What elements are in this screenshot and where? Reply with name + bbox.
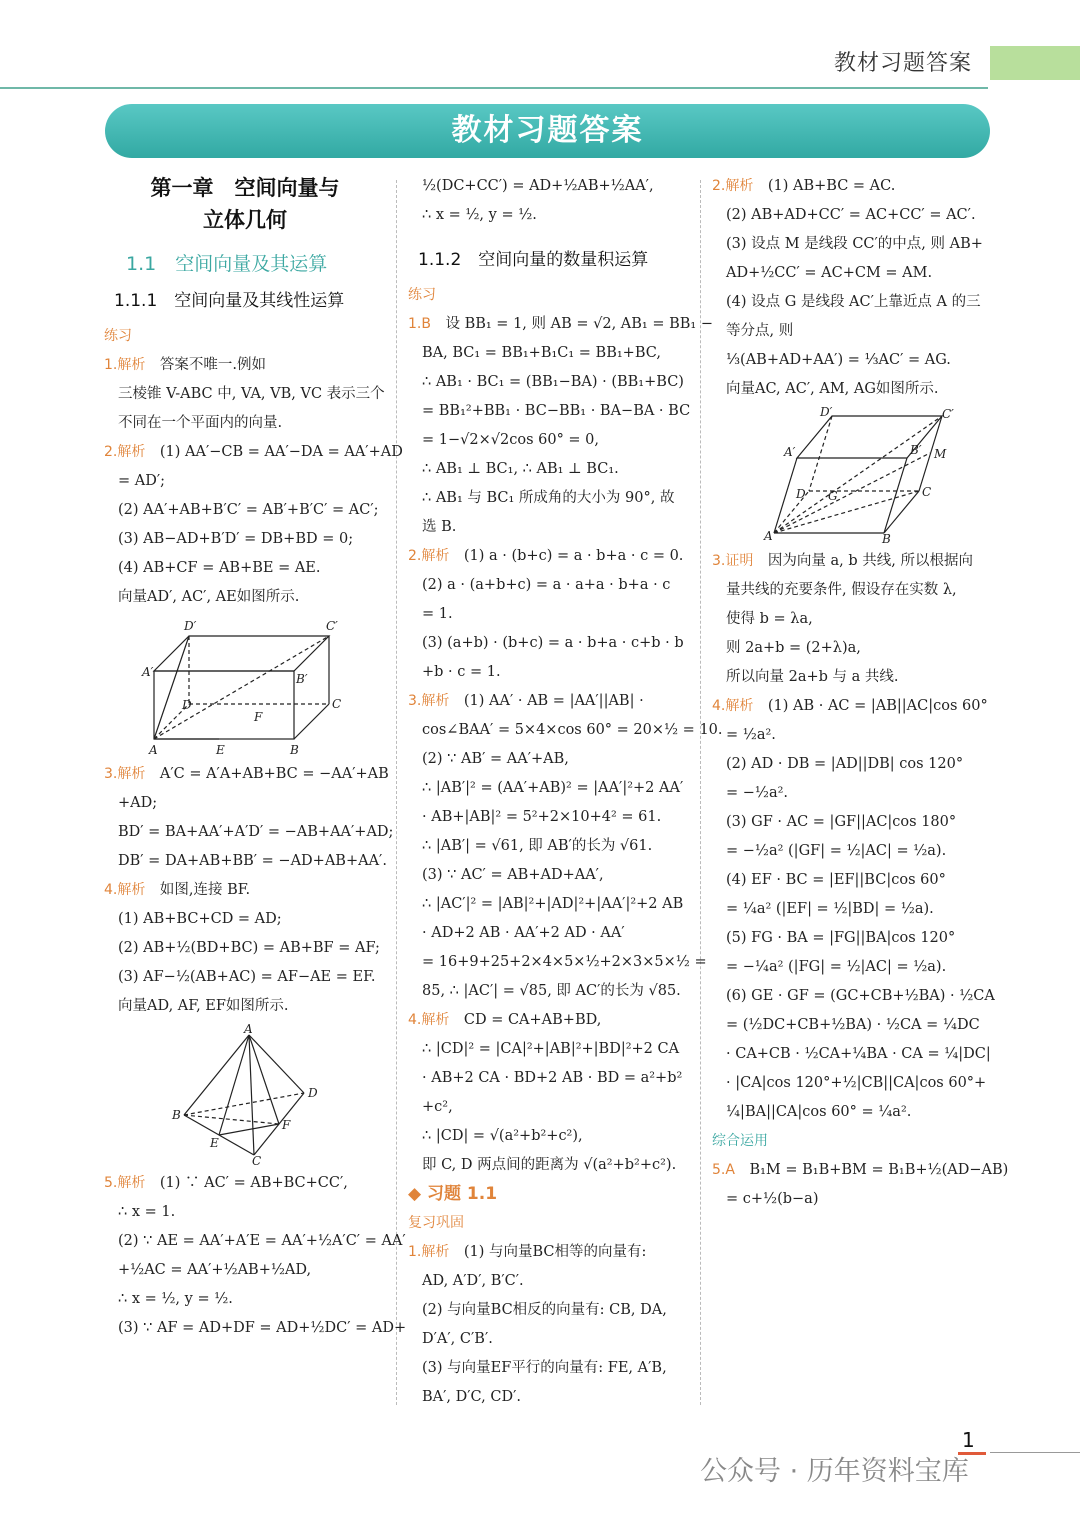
answer-line <box>104 351 386 380</box>
answer-line <box>712 576 994 605</box>
answer-line <box>408 1064 690 1093</box>
answer-line <box>104 1285 386 1314</box>
answer-text: ∴ |CD|² = |CA|²+|AB|²+|BD|²+2 CA <box>422 1041 680 1057</box>
label-B1: B′ <box>910 443 922 457</box>
answer-text: 使得 b = λa, <box>726 611 813 627</box>
label-A: A <box>149 743 158 757</box>
answer-text: 因为向量 a, b 共线, 所以根据向 <box>767 553 973 569</box>
answer-line <box>104 876 386 905</box>
answer-line <box>104 963 386 992</box>
watermark: 公众号 · 历年资料宝库 <box>700 1456 969 1487</box>
answer-text: BA, BC₁ = BB₁+B₁C₁ = BB₁+BC, <box>422 345 661 361</box>
answer-text: (6) GE · GF = (GC+CB+½BA) · ½CA <box>726 988 995 1004</box>
answer-line <box>104 525 386 554</box>
answer-text: +AD; <box>118 795 158 811</box>
answer-text: ¼|BA||CA|cos 60° = ¼a². <box>726 1104 912 1120</box>
answer-text: ∴ |AC′|² = |AB|²+|AD|²+|AA′|²+2 AB <box>422 896 684 912</box>
answer-line <box>104 496 386 525</box>
answer-line <box>408 977 690 1006</box>
answer-line <box>712 230 994 259</box>
answer-line <box>712 721 994 750</box>
label-D: D <box>182 698 192 712</box>
answer-text: = AD′; <box>118 473 166 489</box>
answer-text: (4) 设点 G 是线段 AC′上靠近点 A 的三 <box>726 294 981 310</box>
answer-text: CD = CA+AB+BD, <box>463 1012 602 1028</box>
answer-line <box>408 172 690 201</box>
answer-text: 即 C, D 两点间的距离为 √(a²+b²+c²). <box>422 1157 677 1173</box>
answer-text: (4) AB+CF = AB+BE = AE. <box>118 560 321 576</box>
answer-text: ∴ |CD| = √(a²+b²+c²), <box>422 1128 583 1144</box>
answer-line <box>104 1256 386 1285</box>
answer-text: 答案不唯一.例如 <box>159 357 266 373</box>
answer-line <box>712 1185 994 1214</box>
answer-line <box>104 789 386 818</box>
answer-line <box>712 953 994 982</box>
comprehensive-label: 综合运用 <box>712 1133 768 1149</box>
answer-line <box>712 1011 994 1040</box>
answer-line <box>712 375 994 404</box>
answer-block <box>408 1238 690 1412</box>
exercise-heading: ◆ 习题 1.1 <box>408 1184 498 1204</box>
answer-line <box>408 919 690 948</box>
answer-text: 选 B. <box>422 519 457 535</box>
answer-line <box>104 554 386 583</box>
label-D1: D′ <box>820 405 833 419</box>
answer-line <box>408 832 690 861</box>
answer-line <box>712 692 994 721</box>
answer-line <box>408 1093 690 1122</box>
answer-text: (2) AA′+AB+B′C′ = AB′+B′C′ = AC′; <box>118 502 379 518</box>
answer-block <box>104 760 394 1021</box>
answer-line <box>408 890 690 919</box>
answer-line <box>104 1198 386 1227</box>
answer-text: ⅓(AB+AD+AA′) = ⅓AC′ = AG. <box>726 352 951 368</box>
answer-line <box>104 818 394 847</box>
answer-text: · AB+|AB|² = 5²+2×10+4² = 61. <box>422 809 662 825</box>
column-divider <box>396 180 398 1405</box>
answer-text: BD′ = BA+AA′+A′D′ = −AB+AA′+AD; <box>118 824 394 840</box>
answer-text: (2) AD · DB = |AD||DB| cos 120° <box>726 756 964 772</box>
answer-line <box>712 201 994 230</box>
answer-line <box>104 409 386 438</box>
answer-text: (2) a · (a+b+c) = a · a+a · b+a · c <box>422 577 671 593</box>
answer-line <box>408 658 690 687</box>
answer-line <box>712 346 994 375</box>
label-D: D <box>308 1086 318 1100</box>
label-B: B <box>882 532 891 546</box>
answer-line <box>408 745 690 774</box>
problem-tag: 1.B <box>408 316 431 332</box>
answer-text: (4) EF · BC = |EF||BC|cos 60° <box>726 872 946 888</box>
answer-block <box>712 1156 1009 1214</box>
answer-line <box>712 1069 994 1098</box>
answer-line <box>408 1383 690 1412</box>
section-title: 1.1 空间向量及其运算 <box>126 253 328 275</box>
answer-text: (1) AA′ · AB = |AA′||AB| · <box>463 693 644 709</box>
answer-text: = 16+9+25+2×4×5×½+2×3×5×½ = <box>422 954 707 970</box>
header-rule <box>0 87 988 89</box>
column-divider <box>700 180 702 1405</box>
answer-block <box>104 351 403 612</box>
answer-text: 如图,连接 BF. <box>159 882 251 898</box>
tetrahedron-figure <box>104 1022 344 1168</box>
answer-line <box>408 600 690 629</box>
answer-text: (1) ∵ AC′ = AB+BC+CC′, <box>159 1175 348 1191</box>
answer-line <box>712 317 994 346</box>
answer-text: BA′, D′C, CD′. <box>422 1389 521 1405</box>
label-G: G <box>828 489 838 503</box>
answer-text: cos∠BAA′ = 5×4×cos 60° = 20×½ = 10. <box>422 722 723 738</box>
answer-line <box>408 1122 690 1151</box>
answer-text: (1) a · (b+c) = a · b+a · c = 0. <box>463 548 684 564</box>
answer-line <box>712 779 994 808</box>
answer-text: = −½a². <box>726 785 789 801</box>
answer-text: (3) 与向量EF平行的向量有: FE, A′B, <box>422 1360 667 1376</box>
problem-tag: 4.解析 <box>408 1012 450 1028</box>
answer-block <box>712 547 994 1127</box>
problem-tag: 4.解析 <box>104 882 146 898</box>
answer-line <box>408 803 690 832</box>
answer-line <box>408 861 690 890</box>
answer-text: B₁M = B₁B+BM = B₁B+½(AD−AB) <box>749 1162 1009 1178</box>
answer-text: = ½a². <box>726 727 776 743</box>
answer-line <box>104 438 403 467</box>
problem-tag: 2.解析 <box>104 444 146 460</box>
answer-text: 向量AC, AC′, AM, AG如图所示. <box>726 381 939 397</box>
answer-line <box>408 1151 690 1180</box>
answer-line <box>712 172 994 201</box>
answer-text: +b · c = 1. <box>422 664 501 680</box>
label-D1: D′ <box>184 619 197 633</box>
answer-line <box>408 339 690 368</box>
answer-text: = c+½(b−a) <box>726 1191 819 1207</box>
subsection-title: 1.1.1 空间向量及其线性运算 <box>114 291 345 311</box>
answer-line <box>408 774 690 803</box>
answer-line <box>408 1238 690 1267</box>
answer-block <box>408 172 690 230</box>
answer-text: ∴ AB₁ 与 BC₁ 所成角的大小为 90°, 故 <box>422 490 675 506</box>
answer-line <box>408 948 707 977</box>
problem-tag: 3.解析 <box>408 693 450 709</box>
answer-line <box>408 716 723 745</box>
banner-title: 教材习题答案 <box>451 113 644 148</box>
label-M: M <box>934 447 947 461</box>
problem-tag: 2.解析 <box>712 178 754 194</box>
answer-text: AD, A′D′, B′C′. <box>422 1273 524 1289</box>
answer-line <box>408 1267 690 1296</box>
label-F: F <box>254 710 263 724</box>
answer-line <box>712 924 994 953</box>
answer-text: 量共线的充要条件, 假设存在实数 λ, <box>726 582 957 598</box>
answer-text: (3) GF · AC = |GF||AC|cos 180° <box>726 814 957 830</box>
problem-tag: 3.证明 <box>712 553 754 569</box>
answer-text: +c², <box>422 1099 453 1115</box>
answer-text: (1) 与向量BC相等的向量有: <box>463 1244 647 1260</box>
answer-text: (2) ∵ AB′ = AA′+AB, <box>422 751 569 767</box>
answer-line <box>408 1354 690 1383</box>
page-number: 1 <box>962 1428 975 1452</box>
answer-text: (1) AB · AC = |AB||AC|cos 60° <box>767 698 988 714</box>
answer-text: 85, ∴ |AC′| = √85, 即 AC′的长为 √85. <box>422 983 681 999</box>
label-B: B <box>172 1108 181 1122</box>
label-B: B <box>290 743 299 757</box>
answer-line <box>104 760 389 789</box>
problem-tag: 1.解析 <box>104 357 146 373</box>
chapter-title: 第一章 空间向量与 立体几何 <box>150 176 340 232</box>
answer-text: = BB₁²+BB₁ · BC−BB₁ · BA−BA · BC <box>422 403 691 419</box>
label-C1: C′ <box>942 407 954 421</box>
answer-text: 等分点, 则 <box>726 323 794 339</box>
problem-tag: 1.解析 <box>408 1244 450 1260</box>
answer-line <box>712 750 994 779</box>
answer-line <box>408 310 713 339</box>
answer-text: DB′ = DA+AB+BB′ = −AD+AB+AA′. <box>118 853 387 869</box>
answer-line <box>104 992 386 1021</box>
answer-text: = −¼a² (|FG| = ½|AC| = ½a). <box>726 959 947 975</box>
answer-text: ∴ |AB′|² = (AA′+AB)² = |AA′|²+2 AA′ <box>422 780 684 796</box>
answer-text: (3) 设点 M 是线段 CC′的中点, 则 AB+ <box>726 236 983 252</box>
answer-line <box>712 808 994 837</box>
label-E: E <box>210 1136 219 1150</box>
answer-text: · |CA|cos 120°+½|CB||CA|cos 60°+ <box>726 1075 987 1091</box>
cuboid-figure-1 <box>104 616 344 756</box>
answer-line <box>408 1325 690 1354</box>
answer-line <box>712 259 994 288</box>
answer-line <box>408 426 690 455</box>
answer-text: 则 2a+b = (2+λ)a, <box>726 640 861 656</box>
answer-line <box>712 895 994 924</box>
answer-text: ∴ x = 1. <box>118 1204 176 1220</box>
answer-text: · AD+2 AB · AA′+2 AD · AA′ <box>422 925 625 941</box>
answer-text: = (½DC+CB+½BA) · ½CA = ¼DC <box>726 1017 980 1033</box>
label-D: D <box>796 487 806 501</box>
answer-line <box>104 905 386 934</box>
answer-text: (3) (a+b) · (b+c) = a · b+a · c+b · b <box>422 635 684 651</box>
answer-text: 向量AD′, AC′, AE如图所示. <box>118 589 300 605</box>
answer-line <box>408 629 690 658</box>
answer-text: (3) AB−AD+B′D′ = DB+BD = 0; <box>118 531 354 547</box>
answer-text: A′C = A′A+AB+BC = −AA′+AB <box>159 766 389 782</box>
answer-line <box>712 547 994 576</box>
label-A1: A′ <box>784 445 796 459</box>
parallelepiped-figure <box>712 405 954 546</box>
answer-line <box>104 934 386 963</box>
answer-line <box>408 542 690 571</box>
answer-text: ∴ AB₁ ⊥ BC₁, ∴ AB₁ ⊥ BC₁. <box>422 461 619 477</box>
answer-text: (3) ∵ AF = AD+DF = AD+½DC′ = AD+ <box>118 1320 407 1336</box>
answer-text: ∴ |AB′| = √61, 即 AB′的长为 √61. <box>422 838 653 854</box>
column-left <box>104 172 407 1343</box>
running-header-title: 教材习题答案 <box>833 51 972 76</box>
answer-block <box>408 310 723 1180</box>
label-B1: B′ <box>296 672 308 686</box>
answer-line <box>408 1035 690 1064</box>
answer-text: ∴ x = ½, y = ½. <box>118 1291 233 1307</box>
answer-line <box>712 837 994 866</box>
answer-line <box>408 484 690 513</box>
answer-line <box>712 634 994 663</box>
answer-line <box>408 368 690 397</box>
problem-tag: 2.解析 <box>408 548 450 564</box>
answer-line <box>408 571 690 600</box>
answer-text: 三棱锥 V-ABC 中, VA, VB, VC 表示三个 <box>118 386 385 402</box>
problem-tag: 5.解析 <box>104 1175 146 1191</box>
answer-line <box>712 1098 994 1127</box>
answer-line <box>104 1169 386 1198</box>
problem-tag: 4.解析 <box>712 698 754 714</box>
answer-line <box>712 288 994 317</box>
answer-text: · CA+CB · ½CA+¼BA · CA = ¼|DC| <box>726 1046 991 1062</box>
practice-label: 练习 <box>408 287 436 303</box>
answer-text: 所以向量 2a+b 与 a 共线. <box>726 669 899 685</box>
problem-tag: 5.A <box>712 1162 735 1178</box>
answer-line <box>408 687 690 716</box>
answer-text: ∴ AB₁ · BC₁ = (BB₁−BA) · (BB₁+BC) <box>422 374 684 390</box>
answer-line <box>104 467 386 496</box>
answer-text: ½(DC+CC′) = AD+½AB+½AA′, <box>422 178 654 194</box>
answer-block <box>104 1169 407 1343</box>
answer-line <box>104 583 386 612</box>
answer-line <box>104 847 386 876</box>
answer-text: ∴ x = ½, y = ½. <box>422 207 537 223</box>
answer-text: (5) FG · BA = |FG||BA|cos 120° <box>726 930 956 946</box>
answer-block <box>712 172 994 404</box>
answer-text: (2) 与向量BC相反的向量有: CB, DA, <box>422 1302 667 1318</box>
answer-line <box>104 380 386 409</box>
answer-text: (1) AA′−CB = AA′−DA = AA′+AD <box>159 444 403 460</box>
answer-line <box>104 1227 406 1256</box>
problem-tag: 3.解析 <box>104 766 146 782</box>
answer-line <box>104 1314 407 1343</box>
label-C: C <box>332 697 342 711</box>
header-accent-block <box>990 46 1080 80</box>
answer-text: = ¼a² (|EF| = ½|BD| = ½a). <box>726 901 934 917</box>
answer-text: +½AC = AA′+½AB+½AD, <box>118 1262 312 1278</box>
answer-text: (2) AB+AD+CC′ = AC+CC′ = AC′. <box>726 207 976 223</box>
answer-text: = 1. <box>422 606 453 622</box>
answer-text: 向量AD, AF, EF如图所示. <box>118 998 289 1014</box>
practice-label: 练习 <box>104 328 132 344</box>
answer-text: = 1−√2×√2cos 60° = 0, <box>422 432 600 448</box>
answer-text: (1) AB+BC+CD = AD; <box>118 911 282 927</box>
answer-line <box>408 455 690 484</box>
label-A1: A′ <box>142 665 154 679</box>
answer-line <box>408 1296 690 1325</box>
label-C: C <box>252 1154 262 1168</box>
column-right <box>712 172 1009 1214</box>
answer-line <box>408 397 690 426</box>
answer-line <box>712 1156 1009 1185</box>
answer-text: 设 BB₁ = 1, 则 AB = √2, AB₁ = BB₁ − <box>445 316 713 332</box>
answer-text: 不同在一个平面内的向量. <box>118 415 283 431</box>
label-E: E <box>216 743 225 757</box>
answer-line <box>712 663 994 692</box>
answer-line <box>408 513 690 542</box>
subsection-title: 1.1.2 空间向量的数量积运算 <box>418 250 649 270</box>
answer-text: = −½a² (|GF| = ½|AC| = ½a). <box>726 843 947 859</box>
label-F: F <box>282 1118 291 1132</box>
label-A: A <box>764 529 773 543</box>
answer-text: (2) AB+½(BD+BC) = AB+BF = AF; <box>118 940 380 956</box>
answer-line <box>712 982 994 1011</box>
answer-text: (3) ∵ AC′ = AB+AD+AA′, <box>422 867 604 883</box>
answer-text: (1) AB+BC = AC. <box>767 178 896 194</box>
column-middle <box>408 172 723 1412</box>
answer-text: D′A′, C′B′. <box>422 1331 493 1347</box>
answer-line <box>408 201 690 230</box>
label-A: A <box>244 1022 253 1036</box>
answer-line <box>712 605 994 634</box>
answer-line <box>712 866 994 895</box>
answer-line <box>408 1006 690 1035</box>
answer-text: (2) ∵ AE = AA′+A′E = AA′+½A′C′ = AA′ <box>118 1233 406 1249</box>
label-C1: C′ <box>326 619 338 633</box>
review-label: 复习巩固 <box>408 1215 464 1231</box>
label-C: C <box>922 485 932 499</box>
answer-line <box>712 1040 994 1069</box>
answer-text: AD+½CC′ = AC+CM = AM. <box>726 265 933 281</box>
answer-text: (3) AF−½(AB+AC) = AF−AE = EF. <box>118 969 376 985</box>
answer-text: · AB+2 CA · BD+2 AB · BD = a²+b² <box>422 1070 683 1086</box>
